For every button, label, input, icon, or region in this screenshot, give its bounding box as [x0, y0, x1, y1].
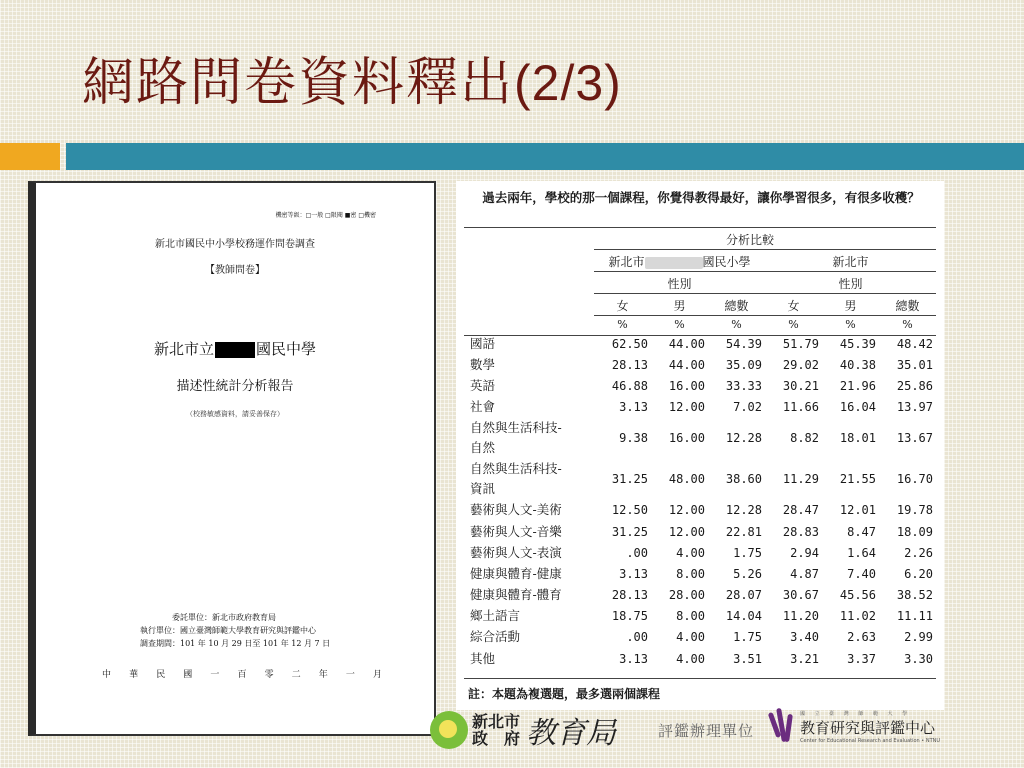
survey-period: 調查期間：101 年 10 月 29 日至 101 年 12 月 7 日: [140, 639, 331, 648]
date-char: 一: [210, 670, 220, 680]
unit-label: %: [845, 318, 856, 331]
date-char: 年: [318, 670, 328, 680]
table-rule-top: [464, 227, 936, 228]
table-row: [464, 648, 936, 669]
date-char: 一: [345, 670, 355, 680]
value-cell: 44.00: [668, 357, 705, 372]
value-cell: 11.02: [839, 609, 876, 624]
value-cell: 28.83: [782, 524, 819, 539]
value-cell: 28.47: [782, 503, 819, 518]
value-cell: 3.51: [733, 651, 762, 666]
value-cell: 8.47: [847, 524, 876, 539]
value-cell: 16.04: [839, 400, 876, 415]
subject-cell: 鄉土語言: [470, 608, 521, 624]
date-char: 國: [183, 670, 193, 680]
ntnu-mark-icon: [770, 706, 796, 748]
value-cell: 45.39: [839, 336, 876, 351]
value-cell: 48.42: [896, 336, 933, 351]
column-header: 男: [844, 299, 857, 313]
school-suffix: 國民中學: [256, 340, 317, 358]
value-cell: 12.00: [668, 503, 705, 518]
value-cell: 3.21: [790, 651, 819, 666]
value-cell: 33.33: [725, 378, 762, 393]
commissioned-unit: 委託單位：新北市政府教育局: [172, 613, 276, 622]
rule-group: [594, 249, 936, 250]
sex-header-right: 性別: [838, 277, 863, 291]
value-cell: 3.40: [790, 630, 819, 645]
column-header: 總數: [895, 299, 920, 313]
value-cell: 16.70: [896, 472, 933, 487]
date-char: 百: [237, 670, 247, 680]
value-cell: 40.38: [839, 357, 876, 372]
value-cell: 54.39: [725, 336, 762, 351]
accent-bar-teal: [66, 143, 1024, 170]
value-cell: 44.00: [668, 336, 705, 351]
date-char: 民: [156, 670, 166, 680]
subject-cell: 數學: [470, 356, 496, 372]
value-cell: 14.04: [725, 609, 762, 624]
ntpc-education-bureau-logo: [430, 706, 616, 754]
ntnu-center-logo: [770, 706, 940, 748]
column-header: 男: [673, 299, 686, 313]
value-cell: 5.26: [733, 566, 762, 581]
school-name: [36, 338, 434, 359]
value-cell: 11.11: [896, 609, 933, 624]
table-row: [464, 500, 936, 521]
survey-title: 新北市國民中小學校務運作問卷調查: [155, 239, 315, 250]
ntpc-line1: 新北市: [472, 712, 521, 731]
ntnu-name-tiny: 國 立 臺 灣 師 範 大 學: [800, 711, 912, 717]
value-cell: 62.50: [611, 336, 648, 351]
value-cell: 11.29: [782, 472, 819, 487]
subject-cell: 健康與體育-健康: [470, 565, 562, 581]
value-cell: 12.00: [668, 400, 705, 415]
table-note: 註：本題為複選題，最多選兩個課程: [468, 687, 661, 701]
school-right: 國民小學: [702, 255, 751, 269]
rule-school: [594, 271, 936, 272]
value-cell: 3.13: [619, 400, 648, 415]
value-cell: 2.94: [790, 545, 819, 560]
center-english-name: Center for Educational Research and Evaluation • NTNU: [800, 738, 941, 744]
value-cell: 13.97: [896, 400, 933, 415]
value-cell: 2.99: [904, 630, 933, 645]
value-cell: 16.00: [668, 378, 705, 393]
value-cell: 12.28: [725, 503, 762, 518]
subject-cell: 藝術與人文-美術: [470, 502, 562, 518]
value-cell: 1.75: [733, 545, 762, 560]
value-cell: 9.38: [619, 431, 648, 446]
value-cell: 12.01: [839, 503, 876, 518]
value-cell: .00: [626, 545, 648, 560]
school-left: 新北市: [608, 255, 645, 269]
value-cell: 4.00: [676, 651, 705, 666]
value-cell: 3.13: [619, 651, 648, 666]
value-cell: 8.00: [676, 566, 705, 581]
center-name: 教育研究與評鑑中心: [800, 719, 936, 737]
unit-label: %: [731, 318, 742, 331]
table-row: [464, 542, 936, 563]
date-char: 二: [291, 670, 301, 680]
value-cell: 4.00: [676, 630, 705, 645]
value-cell: 21.96: [839, 378, 876, 393]
value-cell: 19.78: [896, 503, 933, 518]
value-cell: 45.56: [839, 588, 876, 603]
value-cell: 8.82: [790, 431, 819, 446]
form-type: 【教師問卷】: [205, 265, 265, 276]
table-row: [464, 375, 936, 396]
value-cell: 48.00: [668, 472, 705, 487]
value-cell: 12.00: [668, 524, 705, 539]
value-cell: 25.86: [896, 378, 933, 393]
report-title: 描述性統計分析報告: [176, 379, 294, 394]
date-char: 華: [129, 670, 139, 680]
value-cell: 7.02: [733, 400, 762, 415]
column-header: 總數: [724, 299, 749, 313]
value-cell: 7.40: [847, 566, 876, 581]
table-row: [464, 606, 936, 627]
subject-cell: 綜合活動: [470, 629, 521, 645]
table-row: [464, 333, 936, 354]
subject-cell: 社會: [470, 399, 496, 415]
group-header: 分析比較: [726, 233, 775, 247]
accent-bar-orange: [0, 143, 60, 170]
slide-title-suffix: (2/3): [514, 55, 622, 111]
slide-title-text: 網路問卷資料釋出: [82, 53, 515, 113]
date-char: 中: [102, 670, 112, 680]
report-date: [102, 667, 382, 680]
statistics-table-panel: [456, 181, 944, 710]
ntpc-name: [472, 713, 520, 747]
value-cell: 12.28: [725, 431, 762, 446]
value-cell: 30.67: [782, 588, 819, 603]
executing-unit: 執行單位：國立臺灣師範大學教育研究與評鑑中心: [140, 626, 316, 635]
table-row: [464, 563, 936, 584]
value-cell: 3.37: [847, 651, 876, 666]
unit-label: %: [902, 318, 913, 331]
survey-question: 過去兩年，學校的那一個課程，你覺得教得最好，讓你學習很多，有很多收穫？: [482, 190, 920, 205]
subject-cell: 自然與生活科技- 自然: [470, 420, 562, 456]
value-cell: 16.00: [668, 431, 705, 446]
slide-title: [82, 40, 622, 115]
report-credits: [140, 611, 330, 650]
sex-header-left: 性別: [667, 277, 692, 291]
subject-cell: 藝術與人文-表演: [470, 544, 562, 560]
value-cell: 31.25: [611, 524, 648, 539]
ntpc-emblem-icon: [430, 711, 468, 749]
date-char: 月: [372, 670, 382, 680]
school-redaction: [645, 257, 703, 269]
unit-label: %: [617, 318, 628, 331]
subject-cell: 健康與體育-體育: [470, 587, 562, 603]
value-cell: 51.79: [782, 336, 819, 351]
value-cell: 22.81: [725, 524, 762, 539]
value-cell: 2.26: [904, 545, 933, 560]
value-cell: 18.09: [896, 524, 933, 539]
value-cell: 3.30: [904, 651, 933, 666]
table-row: [464, 418, 936, 459]
table-row: [464, 459, 936, 500]
value-cell: 1.75: [733, 630, 762, 645]
table-row: [464, 521, 936, 542]
organizer-label: 評鑑辦理單位: [658, 722, 755, 740]
value-cell: 11.20: [782, 609, 819, 624]
rule-sex: [594, 293, 936, 294]
value-cell: 28.13: [611, 357, 648, 372]
rule-columns: [594, 315, 936, 316]
value-cell: 12.50: [611, 503, 648, 518]
unit-label: %: [788, 318, 799, 331]
confidentiality-level: 機密等級：□一般 □限閱 ■密 □機密: [275, 212, 376, 219]
value-cell: 35.09: [725, 357, 762, 372]
subject-cell: 英語: [470, 377, 496, 393]
value-cell: 38.52: [896, 588, 933, 603]
value-cell: 2.63: [847, 630, 876, 645]
report-cover-document: [28, 181, 436, 736]
subject-cell: 藝術與人文-音樂: [470, 523, 562, 539]
value-cell: 1.64: [847, 545, 876, 560]
value-cell: 35.01: [896, 357, 933, 372]
education-bureau-calligraphy: 教育局: [526, 716, 617, 751]
redaction-block: [215, 342, 255, 358]
date-char: 零: [264, 670, 274, 680]
value-cell: 18.75: [611, 609, 648, 624]
value-cell: 28.13: [611, 588, 648, 603]
table-row: [464, 354, 936, 375]
value-cell: 28.00: [668, 588, 705, 603]
district-header: 新北市: [832, 255, 869, 269]
value-cell: 31.25: [611, 472, 648, 487]
column-header: 女: [616, 299, 629, 313]
value-cell: 11.66: [782, 400, 819, 415]
column-header: 女: [787, 299, 800, 313]
value-cell: 4.87: [790, 566, 819, 581]
school-prefix: 新北市立: [153, 340, 214, 358]
subject-cell: 國語: [470, 335, 496, 351]
confidential-note: （校務敏感資料，請妥善保存）: [186, 410, 284, 418]
value-cell: 3.13: [619, 566, 648, 581]
table-rule-bottom: [464, 678, 936, 679]
table-row: [464, 585, 936, 606]
value-cell: 6.20: [904, 566, 933, 581]
value-cell: 29.02: [782, 357, 819, 372]
table-row: [464, 397, 936, 418]
value-cell: 46.88: [611, 378, 648, 393]
value-cell: 38.60: [725, 472, 762, 487]
unit-label: %: [674, 318, 685, 331]
subject-cell: 自然與生活科技- 資訊: [470, 461, 562, 497]
school-header: [594, 253, 765, 270]
value-cell: 18.01: [839, 431, 876, 446]
value-cell: 8.00: [676, 609, 705, 624]
value-cell: 13.67: [896, 431, 933, 446]
value-cell: 21.55: [839, 472, 876, 487]
value-cell: 30.21: [782, 378, 819, 393]
table-row: [464, 627, 936, 648]
table-body: [464, 333, 936, 669]
value-cell: .00: [626, 630, 648, 645]
value-cell: 28.07: [725, 588, 762, 603]
value-cell: 4.00: [676, 545, 705, 560]
ntpc-line2: 政 府: [472, 729, 521, 748]
subject-cell: 其他: [470, 650, 496, 666]
